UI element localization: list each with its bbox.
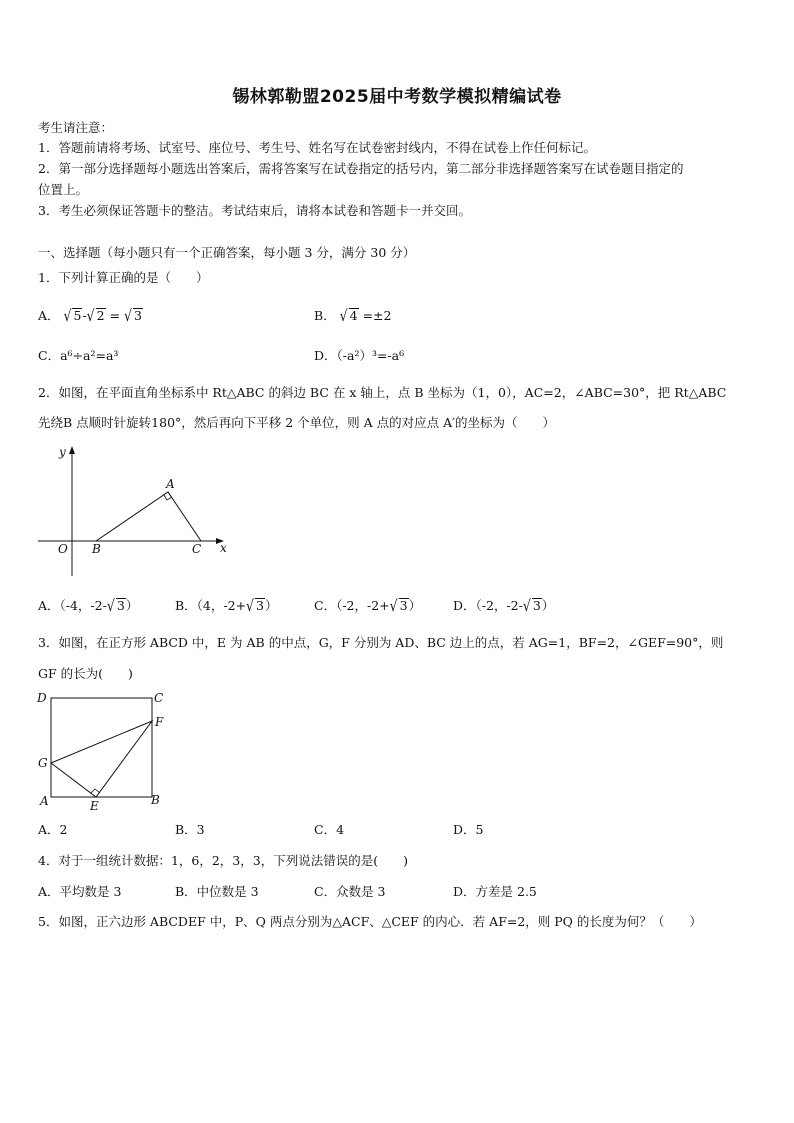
q3-option-b: B．3 bbox=[175, 822, 205, 837]
label-e: E bbox=[90, 799, 99, 813]
y-axis-arrow-icon bbox=[69, 446, 75, 454]
q2-stem-line1: 2．如图，在平面直角坐标系中 Rt△ABC 的斜边 BC 在 x 轴上，点 B 坐标为（1，0），AC=2，∠ABC=30°，把 Rt△ABC bbox=[38, 385, 727, 400]
q2-a-rad: 3 bbox=[116, 598, 125, 613]
q1-a-rad1: 5 bbox=[73, 308, 82, 323]
q1-b-rest: =±2 bbox=[362, 308, 392, 323]
sqrt-icon: √ bbox=[124, 305, 132, 325]
triangle-abc bbox=[96, 492, 201, 541]
q2-option-c bbox=[314, 595, 422, 615]
q1-b-label: B． bbox=[314, 308, 336, 323]
q2-c-pre: C．（-2，-2+ bbox=[314, 598, 390, 613]
q1-a-eq: = bbox=[105, 308, 125, 323]
right-angle-mark bbox=[91, 789, 100, 793]
sqrt-icon: √ bbox=[522, 595, 531, 615]
q2-b-post: ） bbox=[264, 598, 278, 613]
q3-option-a: A．2 bbox=[38, 822, 68, 837]
q1-a-minus: - bbox=[82, 308, 87, 323]
label-a: A bbox=[166, 477, 175, 491]
q1-option-b bbox=[314, 305, 392, 325]
q2-figure bbox=[36, 442, 236, 582]
q2-d-post: ） bbox=[541, 598, 555, 613]
q3-figure bbox=[34, 688, 174, 814]
label-a: A bbox=[40, 794, 49, 808]
section-heading: 一、选择题（每小题只有一个正确答案，每小题 3 分，满分 30 分） bbox=[38, 245, 416, 260]
q1-option-c: C．a⁶÷a²=a³ bbox=[38, 348, 119, 363]
q3-option-d: D．5 bbox=[453, 822, 484, 837]
q2-b-pre: B．（4，-2+ bbox=[175, 598, 247, 613]
q4-stem: 4．对于一组统计数据：1，6，2，3，3，下列说法错误的是( ) bbox=[38, 853, 408, 868]
sqrt-icon: √ bbox=[246, 595, 255, 615]
q2-option-a bbox=[38, 595, 139, 615]
notice-heading: 考生请注意： bbox=[38, 120, 114, 135]
q2-b-rad: 3 bbox=[256, 598, 264, 613]
q2-stem-line2: 先绕B 点顺时针旋转180°，然后再向下平移 2 个单位，则 A 点的对应点 A′的坐标为（ ） bbox=[38, 415, 555, 430]
sqrt-icon: √ bbox=[63, 305, 72, 325]
notice-item-3: 3．考生必须保证答题卡的整洁。考试结束后，请将本试卷和答题卡一并交回。 bbox=[38, 203, 471, 218]
notice-item-2-cont: 位置上。 bbox=[38, 182, 89, 197]
q2-option-d bbox=[453, 595, 555, 615]
q4-option-c: C．众数是 3 bbox=[314, 884, 386, 899]
label-b: B bbox=[92, 542, 101, 556]
triangle-gef bbox=[51, 721, 152, 797]
q2-c-rad: 3 bbox=[399, 598, 408, 613]
sqrt-icon: √ bbox=[389, 595, 398, 615]
label-b: B bbox=[151, 793, 160, 807]
q2-a-pre: A．（-4，-2- bbox=[38, 598, 107, 613]
q3-stem-line2: GF 的长为( ) bbox=[38, 666, 133, 681]
q2-option-b bbox=[175, 595, 278, 615]
sqrt-icon: √ bbox=[106, 595, 115, 615]
q4-option-a: A．平均数是 3 bbox=[38, 884, 122, 899]
q1-a-label: A． bbox=[38, 308, 60, 323]
q1-option-d: D．（-a²）³=-a⁶ bbox=[314, 348, 405, 363]
square-abcd bbox=[51, 698, 152, 797]
q5-stem: 5．如图，正六边形 ABCDEF 中，P、Q 两点分别为△ACF、△CEF 的内心．若 AF=2，则 PQ 的长度为何？（ ） bbox=[38, 914, 702, 929]
q4-option-d: D．方差是 2.5 bbox=[453, 884, 537, 899]
q1-stem: 1．下列计算正确的是（ ） bbox=[38, 270, 209, 285]
label-g: G bbox=[38, 756, 48, 770]
sqrt-icon: √ bbox=[339, 305, 348, 325]
q2-d-pre: D．（-2，-2- bbox=[453, 598, 523, 613]
q2-d-rad: 3 bbox=[532, 598, 541, 613]
q3-option-c: C．4 bbox=[314, 822, 345, 837]
label-x: x bbox=[220, 541, 227, 555]
q2-c-post: ） bbox=[408, 598, 422, 613]
notice-item-1: 1．答题前请将考场、试室号、座位号、考生号、姓名写在试卷密封线内，不得在试卷上作任何标记。 bbox=[38, 140, 596, 155]
notice-item-2: 2．第一部分选择题每小题选出答案后，需将答案写在试卷指定的括号内，第二部分非选择题答案写在试卷题目指定的 bbox=[38, 161, 684, 176]
sqrt-icon: √ bbox=[86, 305, 95, 325]
q4-option-b: B．中位数是 3 bbox=[175, 884, 259, 899]
label-d: D bbox=[37, 691, 47, 705]
q2-a-post: ） bbox=[125, 598, 139, 613]
q1-a-rad3: 3 bbox=[133, 308, 142, 323]
q3-stem-line1: 3．如图，在正方形 ABCD 中，E 为 AB 的中点，G，F 分别为 AD、BC 边上的点，若 AG=1，BF=2，∠GEF=90°，则 bbox=[38, 635, 724, 650]
label-c: C bbox=[192, 542, 202, 556]
label-y: y bbox=[59, 445, 66, 459]
q1-a-rad2: 2 bbox=[96, 308, 105, 323]
q1-b-rad: 4 bbox=[349, 308, 358, 323]
label-f: F bbox=[155, 715, 164, 729]
page-title: 锡林郭勒盟2025届中考数学模拟精编试卷 bbox=[232, 87, 562, 107]
label-o: O bbox=[58, 542, 68, 556]
label-c: C bbox=[154, 691, 164, 705]
q1-option-a bbox=[38, 305, 143, 325]
